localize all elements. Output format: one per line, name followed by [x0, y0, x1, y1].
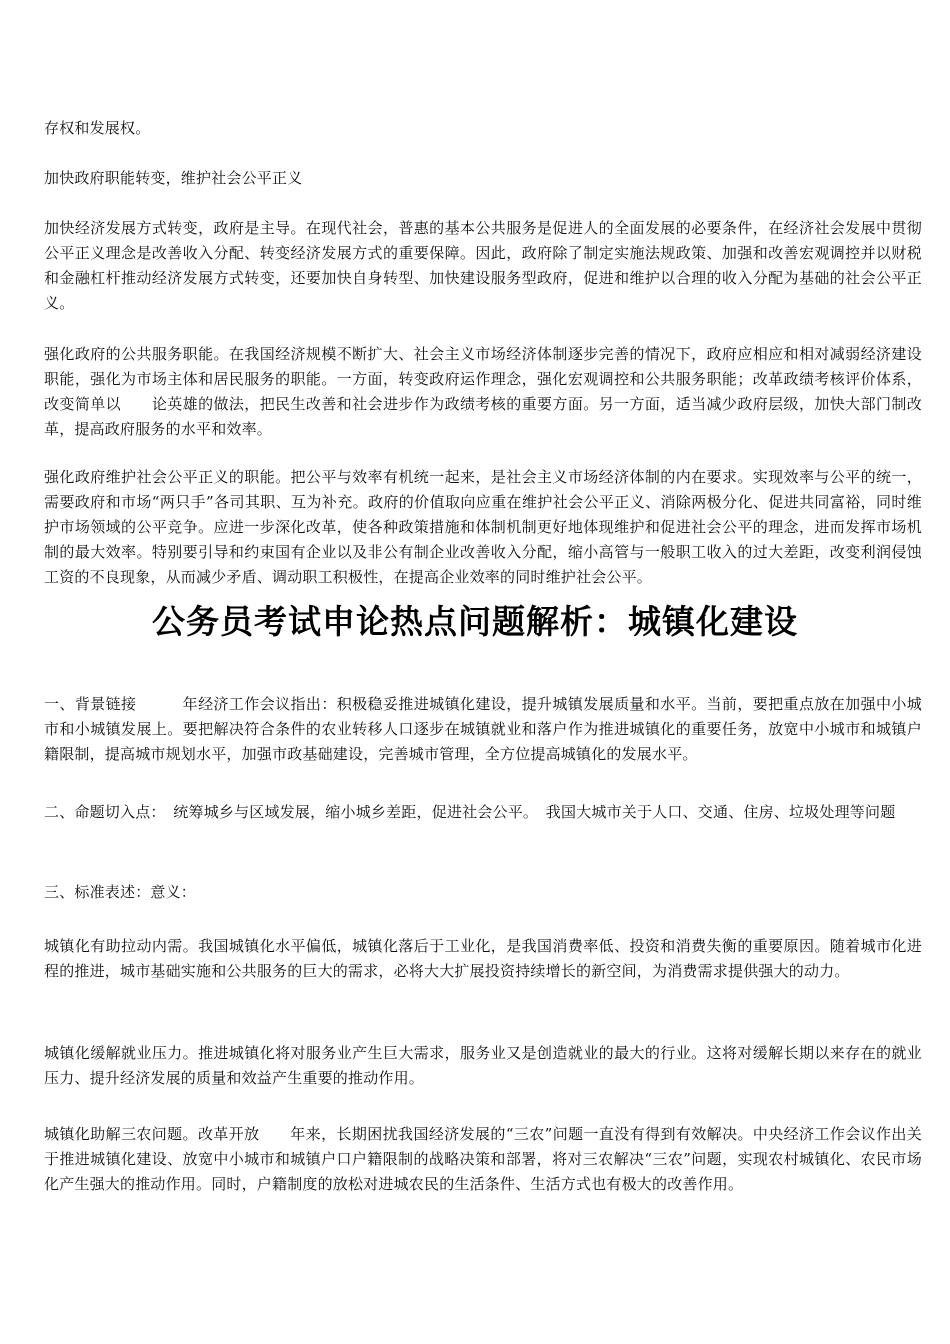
paragraph: 二、命题切入点： 统筹城乡与区域发展，缩小城乡差距，促进社会公平。 我国大城市关于人口、交通、住房、垃圾处理等问题	[44, 803, 896, 821]
paragraph: 存权和发展权。	[44, 119, 151, 137]
section-heading: 加快政府职能转变，维护社会公平正义	[44, 169, 303, 187]
paragraph: 一、背景链接 年经济工作会议指出：积极稳妥推进城镇化建设，提升城镇发展质量和水平。当前，要把重点放在加强中小城市和小城镇发展上。要把解决符合条件的农业转移人口逐步在城镇就业和落户作为推进城镇化的重要任务，放宽中小城市和城镇户籍限制，提高城市规划水平，加强市政基础建设，完善城市管理，全方位提高城镇化的发展水平。	[44, 695, 922, 763]
paragraph: 城镇化有助拉动内需。我国城镇化水平偏低，城镇化落后于工业化，是我国消费率低、投资和消费失衡的重要原因。随着城市化进程的推进，城市基础实施和公共服务的巨大的需求，必将大大扩展投资持续增长的新空间，为消费需求提供强大的动力。	[44, 937, 922, 980]
paragraph: 城镇化助解三农问题。改革开放 年来，长期困扰我国经济发展的“三农”问题一直没有得到有效解决。中央经济工作会议作出关于推进城镇化建设、放宽中小城市和城镇户口户籍限制的战略决策和部署，将对三农解决“三农”问题，实现农村城镇化、农民市场化产生强大的推动作用。同时，户籍制度的放松对进城农民的生活条件、生活方式也有极大的改善作用。	[44, 1125, 922, 1193]
paragraph: 强化政府维护社会公平正义的职能。把公平与效率有机统一起来，是社会主义市场经济体制的内在要求。实现效率与公平的统一，需要政府和市场“两只手”各司其职、互为补充。政府的价值取向应重在维护社会公平正义、消除两极分化、促进共同富裕，同时维护市场领域的公平竞争。应进一步深化改革，使各种政策措施和体制机制更好地体现维护和促进社会公平的理念，进而发挥市场机制的最大效率。特别要引导和约束国有企业以及非公有制企业改善收入分配，缩小高管与一般职工收入的过大差距，改变利润侵蚀工资的不良现象，从而减少矛盾、调动职工积极性，在提高企业效率的同时维护社会公平。	[44, 468, 922, 586]
paragraph: 加快经济发展方式转变，政府是主导。在现代社会，普惠的基本公共服务是促进人的全面发展的必要条件，在经济社会发展中贯彻公平正义理念是改善收入分配、转变经济发展方式的重要保障。因此，政府除了制定实施法规政策、加强和改善宏观调控并以财税和金融杠杆推动经济发展方式转变，还要加快自身转型、加快建设服务型政府，促进和维护以合理的收入分配为基础的社会公平正义。	[44, 219, 922, 312]
paragraph: 强化政府的公共服务职能。在我国经济规模不断扩大、社会主义市场经济体制逐步完善的情况下，政府应相应和相对减弱经济建设职能，强化为市场主体和居民服务的职能。一方面，转变政府运作理念，强化宏观调控和公共服务职能；改革政绩考核评价体系，改变简单以 论英雄的做法，把民生改善和社会进步作为政绩考核的重要方面。另一方面，适当减少政府层级，加快大部门制改革，提高政府服务的水平和效率。	[44, 345, 922, 438]
paragraph: 三、标准表述：意义：	[44, 883, 197, 901]
paragraph: 城镇化缓解就业压力。推进城镇化将对服务业产生巨大需求，服务业又是创造就业的最大的行业。这将对缓解长期以来存在的就业压力、提升经济发展的质量和效益产生重要的推动作用。	[44, 1044, 922, 1087]
document-title: 公务员考试申论热点问题解析：城镇化建设	[152, 602, 798, 641]
